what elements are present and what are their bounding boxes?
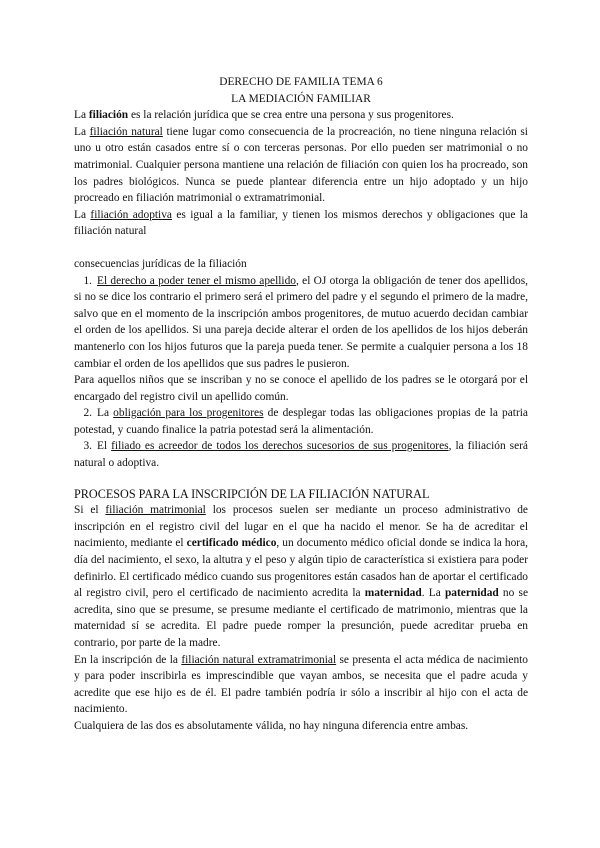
- list-number: 2.: [83, 407, 92, 420]
- list-number: 1.: [83, 274, 92, 287]
- intro-paragraph-1: [74, 107, 528, 124]
- document-page: [74, 74, 528, 735]
- text: La: [74, 208, 91, 221]
- term-maternidad: maternidad: [364, 587, 422, 600]
- text: El: [97, 440, 112, 453]
- text: La: [74, 125, 90, 138]
- term-paternidad: paternidad: [444, 587, 499, 600]
- term-obligacion: obligación para los progenitores: [113, 407, 264, 420]
- term-filiacion-adoptiva: filiación adoptiva: [90, 208, 172, 221]
- term-apellido: El derecho a poder tener el mismo apellido: [97, 274, 296, 287]
- procesos-paragraph-1: [74, 502, 528, 651]
- list-number: 3.: [83, 440, 92, 453]
- paragraph-apellido-comun: Para aquellos niños que se inscriban y no se conoce el apellido de los padres se le otorgará por el encargado del registro civil un apellido común.: [74, 374, 528, 403]
- text: , la filiación será natural o adoptiva.: [74, 440, 528, 470]
- text: es la relación jurídica que se crea entre una persona y sus progenitores.: [128, 109, 454, 122]
- procesos-paragraph-3: Cualquiera de las dos es absolutamente válida, no hay ninguna diferencia entre ambas.: [74, 719, 469, 732]
- spacer: [74, 472, 528, 486]
- term-extramatrimonial: filiación natural extramatrimonial: [181, 653, 337, 666]
- text: En la inscripción de la: [74, 653, 182, 666]
- list-item-3: [74, 438, 528, 471]
- term-filiacion-natural: filiación natural: [89, 125, 163, 138]
- title-line-1: DERECHO DE FAMILIA TEMA 6: [219, 76, 383, 88]
- text: La: [97, 407, 114, 420]
- intro-paragraph-2: [74, 124, 528, 207]
- spacer: [74, 240, 528, 256]
- text: de desplegar todas las obligaciones propias de la patria potestad, y cuando finalice la patria potestad será la alimentación.: [74, 407, 528, 436]
- term-filiacion-matrimonial: filiación matrimonial: [105, 504, 206, 517]
- text: los procesos suelen ser mediante un proceso administrativo de inscripción en el registro civil del lugar en el que ha nacido el menor. Se ha de acreditar el nacimiento, mediante el: [74, 504, 528, 550]
- text: , un documento médico oficial donde se indica la hora, día del nacimiento, el sexo, la altutra y el peso y algún tipio de característica si existiera para poder definirlo. El certificado médico cuando sus progenitores están casados han de aportar el certificado al registro civil, pero el certificado de nacimiento acredita la: [74, 537, 528, 600]
- procesos-heading: PROCESOS PARA LA INSCRIPCIÓN DE LA FILIACIÓN NATURAL: [74, 486, 430, 501]
- text: no se acredita, sino que se presume, se presume mediante el certificado de matrimonio, mientras que la maternidad sí se acredita. El padre puede romper la presunción, puede acreditar prueba en contrario, por parte de la madre.: [74, 587, 528, 649]
- list-item-1: [74, 273, 528, 373]
- term-certificado-medico: certificado médico: [186, 537, 277, 550]
- text: , el OJ otorga la obligación de tener dos apellidos, si no se dice los contrario el primero será el primero del padre y el segundo el primero de la madre, salvo que en el momento de la inscripción ambos progenitores, de mutuo acuerdo decidan cambiar el orden de los apellidos. Si una pareja decide alterar el orden de los apellidos de los hijos deberán mantenerlo con los hijos futuros que la pareja pueda tener. Se permite a cualquier persona a los 18 cambiar el orden de los apellidos que sus padres le pusieron.: [74, 274, 528, 370]
- list-item-2: [74, 405, 528, 438]
- text: se presenta el acta médica de nacimiento y para poder inscribirla es imprescindible que vayan ambos, se necesita que el padre acuda y acredite que ese hijo es de él. El padre también podría ir sólo a inscribir al hijo con el acta de nacimiento.: [74, 653, 528, 716]
- term-filiado: filiado es acreedor de todos los derechos sucesorios de sus progenitores: [111, 440, 449, 453]
- intro-paragraph-3: [74, 207, 528, 240]
- term-filiacion: filiación: [88, 109, 129, 122]
- text: Si el: [74, 504, 106, 517]
- consecuencias-heading: consecuencias jurídicas de la filiación: [74, 257, 247, 270]
- procesos-paragraph-2: [74, 652, 528, 718]
- text: La: [74, 109, 89, 122]
- title-line-2: LA MEDIACIÓN FAMILIAR: [231, 92, 371, 105]
- text: tiene lugar como consecuencia de la procreación, no tiene ninguna relación si uno u otro están casados entre sí o con terceras personas. Por ello pueden ser matrimonial o no matrimonial. Cualquier persona mantiene una relación de filiación con quien los ha procreado, son los padres biológicos. Nunca se puede plantear diferencia entre un hijo adoptado y un hijo procreado en filiación matrimonial o extramatrimonial.: [74, 125, 528, 205]
- text: . La: [421, 587, 445, 600]
- text: es igual a la familiar, y tienen los mismos derechos y obligaciones que la filiación natural: [74, 208, 528, 238]
